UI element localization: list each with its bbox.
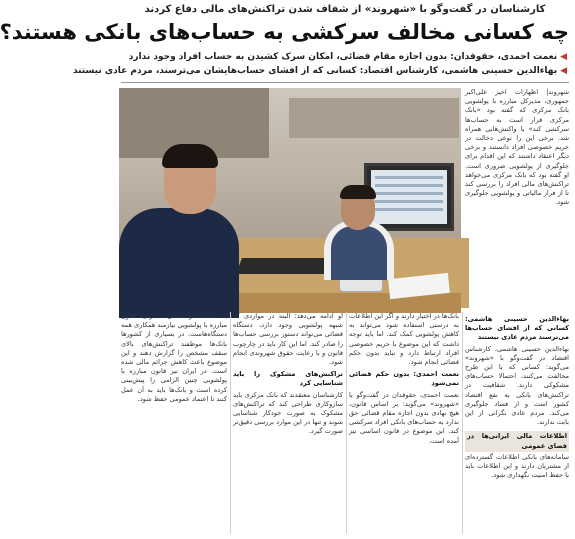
article-kicker: کارشناسان در گفت‌وگو با «شهروند» از شفاف شدن تراکنش‌های مالی دفاع کردند (144, 4, 546, 15)
column-4-text: به گفته کارشناسان، اجرای قانون مبارزه با پولشویی نیازمند همکاری همه دستگاه‌هاست. در بسیاری از کشورها بانک‌ها موظفند تراکنش‌های بالای سقف مشخص را گزارش دهند و این موضوع باعث کاهش جرائم مالی شده است. در ایران نیز قانون مبارزه با پولشویی چنین الزامی را پیش‌بینی کرده است و بانک‌ها باید به آن عمل کنند تا اعتماد عمومی حفظ شود. (121, 312, 227, 403)
column-divider (230, 312, 231, 534)
column-3-text-2: کارشناسان معتقدند که بانک مرکزی باید سازوکاری طراحی کند که تراکنش‌های مشکوک به صورت خودکار شناسایی شوند و تنها در این موارد بررسی دقیق‌تر صورت گیرد. (233, 390, 343, 436)
header-divider (121, 82, 569, 83)
article-column-4 (121, 312, 227, 534)
article-photo (119, 88, 461, 306)
column-3-subheading: تراکنش‌های مشکوک را باید شناسایی کرد (233, 370, 343, 388)
column-2-subheading: نعمت احمدی: بدون حکم قضائی نمی‌شود (349, 370, 459, 388)
monitor-screen (371, 170, 447, 224)
photo-customer-hair (162, 144, 218, 168)
deck-line-2 (72, 66, 567, 79)
photo-keyboard (236, 258, 332, 274)
column-2-text: بانک‌ها در اختیار دارند و اگر این اطلاعات به درستی استفاده شود می‌تواند به کاهش پولشویی کمک کند. اما باید توجه داشت که این موضوع با حریم خصوصی افراد ارتباط دارد و نباید بدون حکم قضائی انجام شود. (349, 312, 459, 367)
column-2-text-2: نعمت احمدی، حقوقدان در گفت‌وگو با «شهروند» می‌گوید: بر اساس قانون، هیچ نهادی بدون اجازه مقام قضائی حق ندارد به حساب‌های بانکی افراد سرکشی کند. این موضوع در قانون اساسی نیز آمده است. (349, 390, 459, 445)
photo-clerk-hair (340, 185, 376, 199)
article-column-3 (233, 312, 343, 534)
bullet-icon: ◀ (560, 52, 567, 62)
column-1-subheading: بهاءالدین حسینی هاشمی: کسانی که از افشای حساب‌ها می‌ترسند مردم عادی نیستند (465, 315, 569, 342)
deck-line-1 (123, 52, 567, 65)
photo-monitor (364, 163, 454, 231)
photo-customer-body (119, 208, 239, 318)
article-column-2 (349, 312, 459, 534)
deck-text-2: بهاءالدین حسینی هاشمی، کارشناس اقتصاد: کسانی که از افشای حساب‌هایشان می‌ترسند، مردم عادی نیستند (72, 66, 558, 76)
column-1-text-2: سامانه‌های بانکی اطلاعات گسترده‌ای از مشتریان دارند و این اطلاعات باید با حفظ امنیت نگهداری شود. (465, 452, 569, 480)
deck-text-1: نعمت احمدی، حقوقدان: بدون اجازه مقام قضائی، امکان سرک کشیدن به حساب افراد وجود ندارد (128, 52, 558, 62)
intro-paragraph: شهروند| اظهارات اخیر علی‌اکبر جمهوری، مدیرکل مبارزه با پولشویی بانک مرکزی که گفته بود «بانک مرکزی قرار است به حساب‌ها سرکشی کند» با واکنش‌هایی همراه شد. برخی این را نوعی دخالت در حریم خصوصی افراد دانستند و برخی دیگر اعتقاد داشتند که این اقدام برای جلوگیری از پولشویی ضروری است. او گفته بود که بانک مرکزی می‌خواهد تراکنش‌های مالی افراد را بررسی کند تا از فرار مالیاتی و پولشویی جلوگیری شود. (465, 88, 569, 207)
photo-clerk-vest (331, 226, 387, 280)
photo-background-cabinet (289, 98, 459, 138)
column-divider (462, 312, 463, 534)
bullet-icon: ◀ (560, 66, 567, 76)
article-column-1 (465, 312, 569, 534)
column-1-box-title: اطلاعات مالی ایرانی‌ها در فضای عمومی (465, 431, 569, 451)
article-intro-column (465, 88, 569, 306)
column-divider (346, 312, 347, 534)
column-3-text: او ادامه می‌دهد: البته در مواردی که شبهه پولشویی وجود دارد، دستگاه قضائی می‌تواند دستور بررسی حساب‌ها را صادر کند. اما این کار باید در چارچوب قانون و با رعایت حقوق شهروندی انجام شود. (233, 312, 343, 367)
article-headline: چه کسانی مخالف سرکشی به حساب‌های بانکی هستند؟ (0, 20, 569, 44)
column-1-text: بهاءالدین حسینی هاشمی، کارشناس اقتصاد در گفت‌وگو با «شهروند» می‌گوید: کسانی که با این طرح مخالفت می‌کنند، احتمالا حساب‌های مشکوکی دارند. شفافیت در تراکنش‌های بانکی به نفع اقتصاد کشور است و از فساد جلوگیری می‌کند. مردم عادی نگرانی از این بابت ندارند. (465, 344, 569, 427)
